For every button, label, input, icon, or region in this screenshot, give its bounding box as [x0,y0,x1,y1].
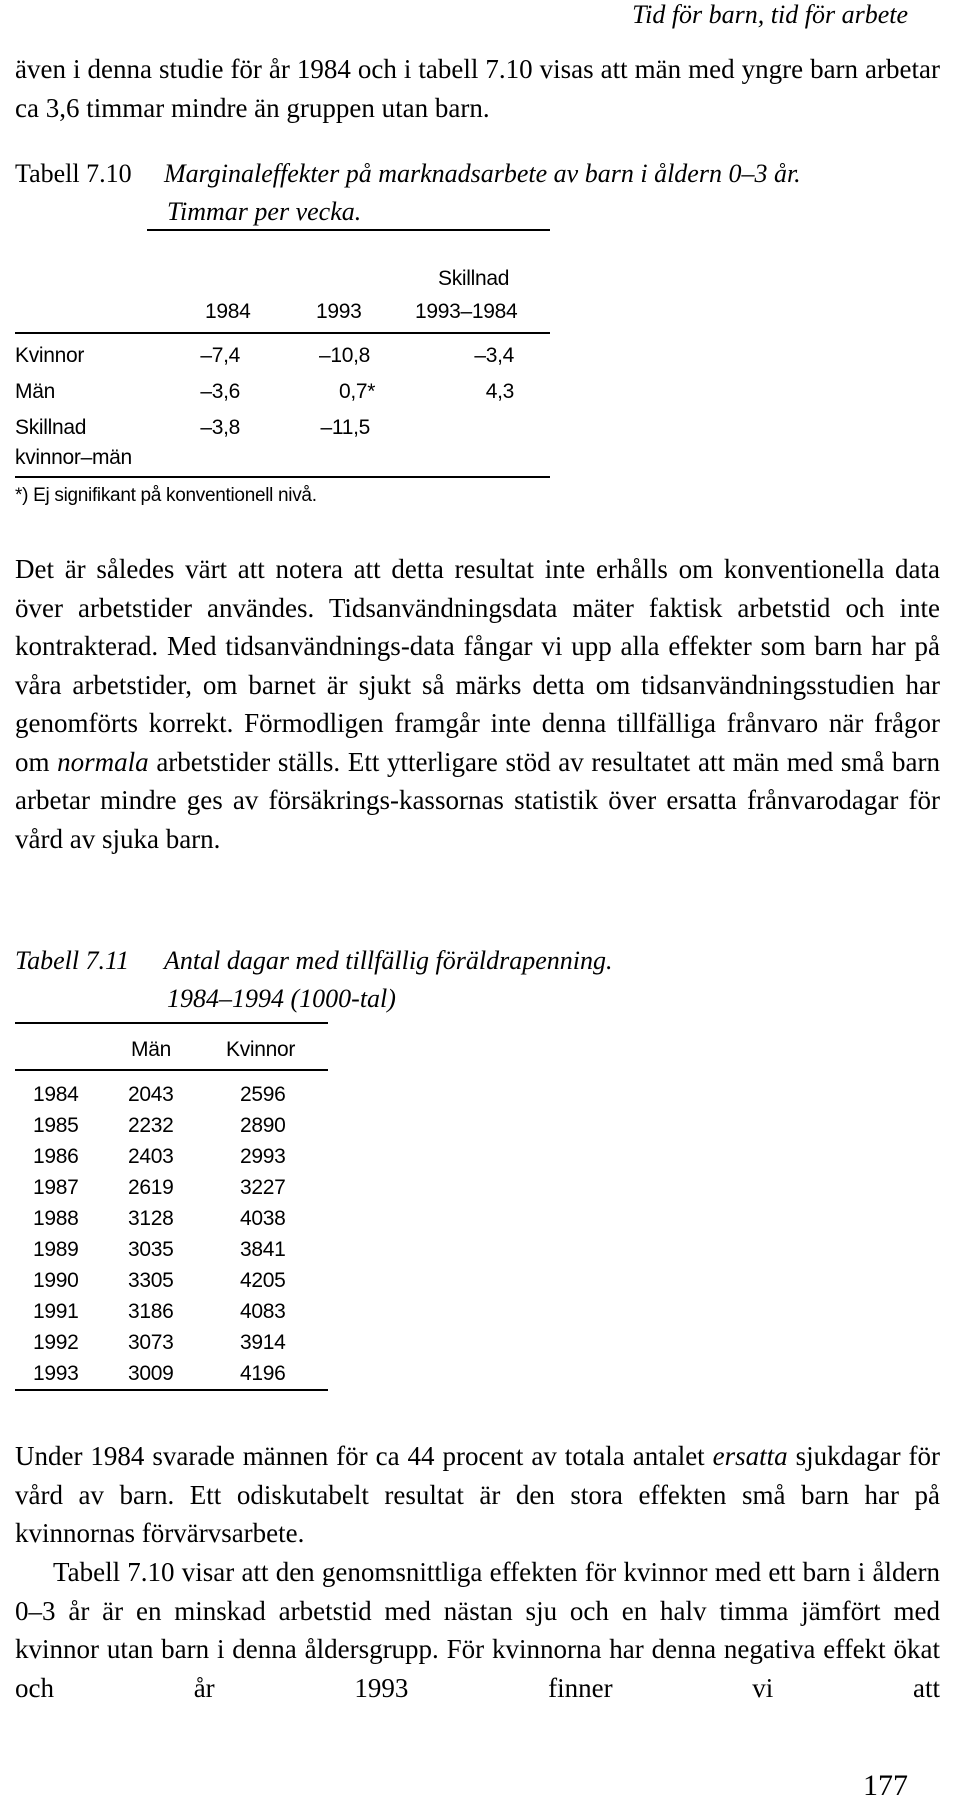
table-7-11-bottom-rule [15,1389,328,1391]
table-7-10-bottom-rule [15,476,550,478]
table-7-10-row-label: Skillnad [15,416,87,439]
paragraph-data-note-a: Det är således värt att notera att detta resultat inte erhålls om konventionella data över arbetstider användes. [15,554,940,623]
table-row-kvinnor: 2596 [240,1083,286,1106]
paragraph-data-note-c: arbetstider ställs. Ett ytterligare stöd av resultatet att män med små barn arbetar mindre ges av försäkrings-kassornas statistik över ersatta frånvarodagar för vård av sjuka barn. [15,746,940,854]
table-row-kvinnor: 4196 [240,1362,286,1385]
table-row-man: 3073 [128,1331,174,1354]
table-row-kvinnor: 4205 [240,1269,286,1292]
paragraph-sick-days-a: Under 1984 svarade männen för ca 44 procent av totala antalet [15,1441,713,1471]
table-7-10-col-1984: 1984 [205,300,251,323]
table-row-kvinnor: 3841 [240,1238,286,1261]
table-row-year: 1985 [33,1114,79,1137]
table-7-10-cell: –7,4 [200,344,240,367]
running-head: Tid för barn, tid för arbete [632,0,908,29]
table-row-man: 2232 [128,1114,174,1137]
table-7-10-col-skillnad: Skillnad [438,267,510,290]
table-7-11-label: Tabell 7.11 [15,946,130,975]
table-7-10-row-label-line2: kvinnor–män [15,446,132,469]
table-7-10-cell: 4,3 [485,380,514,403]
table-row-man: 3035 [128,1238,174,1261]
table-7-10-caption [15,155,801,231]
table-7-10-cell: –11,5 [320,416,370,439]
table-7-11-col-kvinnor: Kvinnor [226,1038,296,1061]
table-row-man: 3128 [128,1207,174,1230]
table-row-kvinnor: 3914 [240,1331,286,1354]
table-7-10-col-diff-years: 1993–1984 [415,300,518,323]
paragraph-intro: även i denna studie för år 1984 och i tabell 7.10 visas att män med yngre barn arbetar ca 3,6 timmar mindre än gruppen utan barn. [15,54,940,123]
table-7-11-title: Antal dagar med tillfällig föräldrapenning. [164,946,613,975]
table-row-kvinnor: 4083 [240,1300,286,1323]
table-row-man: 3009 [128,1362,174,1385]
table-row-year: 1987 [33,1176,79,1199]
table-row-kvinnor: 4038 [240,1207,286,1230]
emphasis-normala: normala [57,746,149,777]
table-row-man: 2403 [128,1145,174,1168]
table-7-10-cell: –3,6 [200,380,240,403]
paragraph-sick-days-b: sjukdagar för vård av barn. Ett odiskutabelt resultat är den stora effekten små barn har på kvinnornas förvärvsarbete. [15,1441,941,1548]
table-7-10-cell: 0,7* [339,380,376,403]
page-number: 177 [863,1769,908,1802]
table-7-10-header-rule [15,332,550,334]
table-row-kvinnor: 3227 [240,1176,286,1199]
table-7-10-title: Marginaleffekter på marknadsarbete av barn i åldern 0–3 år. [164,159,801,188]
table-row-year: 1991 [33,1300,79,1323]
table-7-10-cell: –3,8 [200,416,240,439]
paragraph-data-note [15,550,940,858]
table-row-year: 1986 [33,1145,79,1168]
paragraph-data-note-b: Tidsanvändningsdata mäter faktisk arbetstid och inte kontrakterad. Med tidsanvändnings-data fångar vi upp alla effekter som barn har på våra arbetstider, om barnet är sjukt så märks detta om tidsanvändningsstudien har genomförts korrekt. Förmodligen framgår inte denna tillfälliga frånvaro när frågor om [15,592,940,777]
table-row-year: 1990 [33,1269,79,1292]
table-7-11-header-rule [15,1069,328,1071]
table-7-10-label: Tabell 7.10 [15,159,132,188]
table-7-10-row-label: Män [15,380,55,403]
table-row-man: 2619 [128,1176,174,1199]
paragraph-table-summary: Tabell 7.10 visar att den genomsnittliga effekten för kvinnor med ett barn i åldern 0–3 år är en minskad arbetstid med nästan sju och en halv timma jämfört med kvinnor utan barn i denna åldersgrupp. För kvinnorna har denna negativa effekt ökat och år 1993 finner vi att [15,1557,940,1703]
table-row-man: 3186 [128,1300,174,1323]
table-row-man: 3305 [128,1269,174,1292]
table-row-man: 2043 [128,1083,174,1106]
table-7-10-footnote: *) Ej signifikant på konventionell nivå. [15,485,317,506]
table-7-11-col-man: Män [131,1038,171,1061]
table-7-11-caption [15,942,613,1018]
table-7-10-top-rule [147,229,550,231]
table-row-year: 1989 [33,1238,79,1261]
table-row-year: 1984 [33,1083,79,1106]
table-7-10-subtitle: Timmar per vecka. [167,197,362,226]
emphasis-ersatta: ersatta [712,1441,788,1471]
table-row-year: 1993 [33,1362,79,1385]
table-row-year: 1988 [33,1207,79,1230]
table-7-10-col-1993: 1993 [316,300,362,323]
table-7-10-row-label: Kvinnor [15,344,85,367]
table-7-10-cell: –3,4 [474,344,514,367]
table-7-11-top-rule [15,1022,328,1024]
table-row-kvinnor: 2890 [240,1114,286,1137]
table-row-kvinnor: 2993 [240,1145,286,1168]
table-7-11-subtitle: 1984–1994 (1000-tal) [167,984,396,1013]
paragraph-sick-days [15,1437,940,1553]
table-row-year: 1992 [33,1331,79,1354]
table-7-10-cell: –10,8 [318,344,370,367]
